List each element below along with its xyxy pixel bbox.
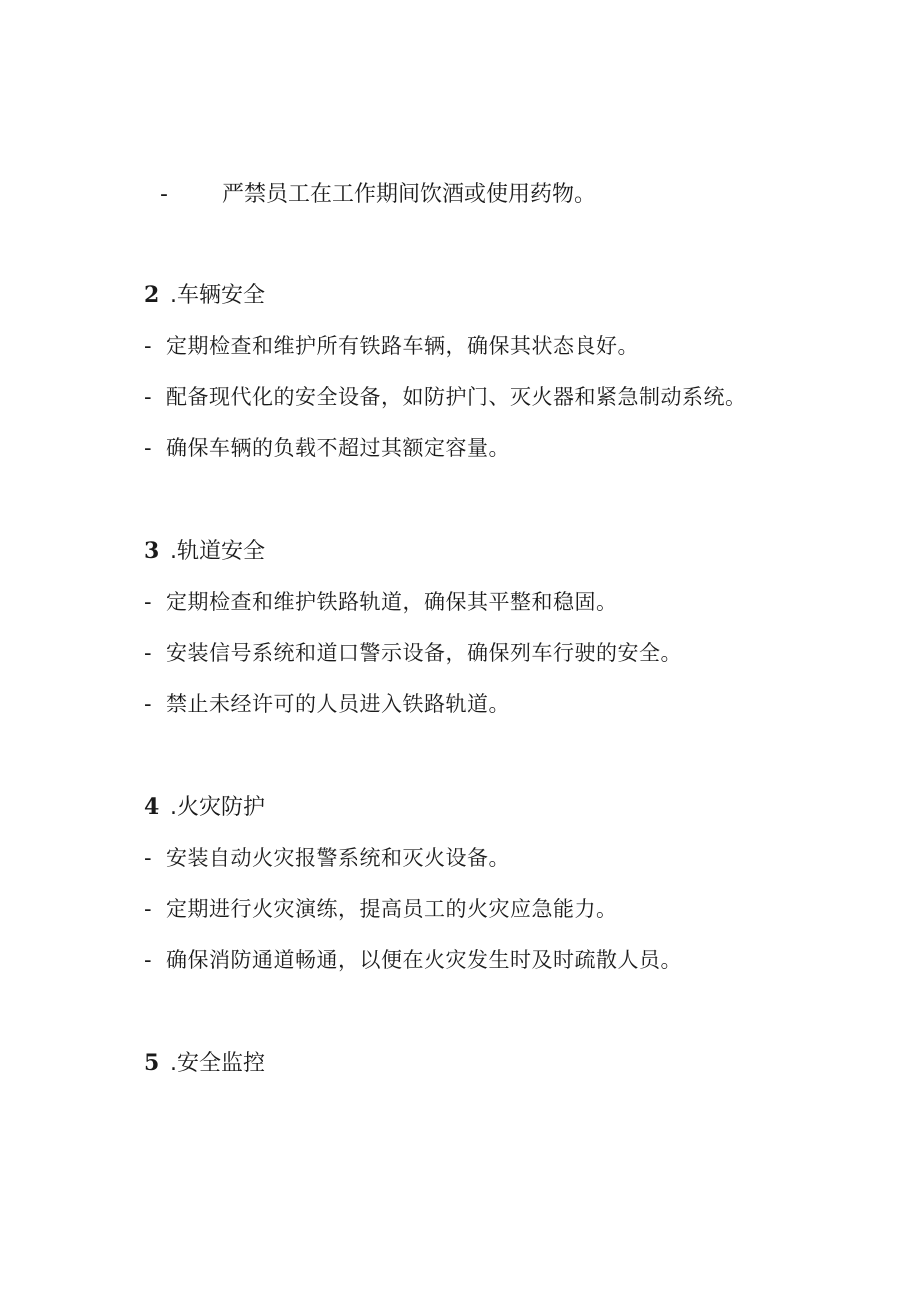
section-number: 4	[144, 794, 160, 820]
section-number: 5	[144, 1050, 160, 1076]
bullet-text: 安装信号系统和道口警示设备，确保列车行驶的安全。	[166, 641, 682, 665]
list-item	[144, 636, 884, 670]
list-item	[144, 431, 884, 465]
bullet-dash: -	[144, 948, 153, 972]
section-heading	[144, 790, 884, 824]
section-heading	[144, 1046, 884, 1080]
bullet-dash: -	[144, 846, 153, 870]
bullet-text: 定期进行火灾演练，提高员工的火灾应急能力。	[166, 897, 618, 921]
section-safety-monitoring	[144, 1046, 884, 1080]
section-title: .火灾防护	[170, 795, 265, 820]
list-item	[144, 380, 884, 414]
intro-bullet	[160, 178, 596, 212]
bullet-dash: -	[144, 334, 153, 358]
section-vehicle-safety	[144, 278, 884, 465]
section-track-safety	[144, 534, 884, 721]
section-number: 3	[144, 538, 160, 564]
section-title: .轨道安全	[170, 539, 265, 564]
section-fire-protection	[144, 790, 884, 977]
bullet-dash: -	[160, 182, 168, 207]
bullet-list	[144, 329, 884, 465]
section-number: 2	[144, 282, 160, 308]
bullet-text: 禁止未经许可的人员进入铁路轨道。	[166, 692, 510, 716]
bullet-text: 安装自动火灾报警系统和灭火设备。	[166, 846, 510, 870]
bullet-dash: -	[144, 436, 153, 460]
bullet-text: 确保车辆的负载不超过其额定容量。	[166, 436, 510, 460]
bullet-dash: -	[144, 692, 153, 716]
section-heading	[144, 534, 884, 568]
list-item	[144, 585, 884, 619]
bullet-text: 配备现代化的安全设备，如防护门、灭火器和紧急制动系统。	[166, 385, 747, 409]
list-item	[144, 943, 884, 977]
section-title: .安全监控	[170, 1051, 265, 1076]
bullet-text: 严禁员工在工作期间饮酒或使用药物。	[222, 182, 597, 207]
list-item	[144, 892, 884, 926]
bullet-list	[144, 585, 884, 721]
bullet-dash: -	[144, 897, 153, 921]
section-title: .车辆安全	[170, 283, 265, 308]
bullet-text: 定期检查和维护所有铁路车辆，确保其状态良好。	[166, 334, 639, 358]
bullet-dash: -	[144, 641, 153, 665]
bullet-list	[144, 841, 884, 977]
list-item	[144, 329, 884, 363]
bullet-dash: -	[144, 590, 153, 614]
bullet-text: 定期检查和维护铁路轨道，确保其平整和稳固。	[166, 590, 618, 614]
list-item	[144, 841, 884, 875]
section-heading	[144, 278, 884, 312]
bullet-dash: -	[144, 385, 153, 409]
bullet-text: 确保消防通道畅通，以便在火灾发生时及时疏散人员。	[166, 948, 682, 972]
list-item	[144, 687, 884, 721]
